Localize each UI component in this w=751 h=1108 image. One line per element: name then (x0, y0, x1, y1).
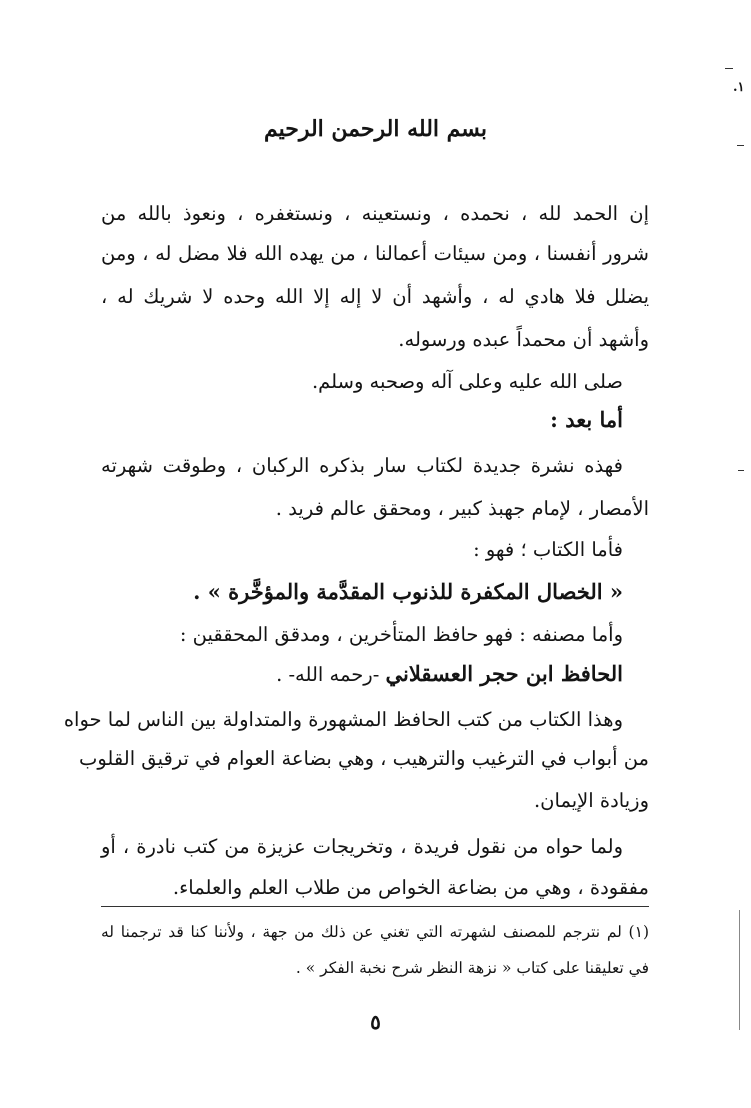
edge-line (739, 910, 740, 1030)
book-title-line: « الخصال المكفرة للذنوب المقدَّمة والمؤخَّرة » . (193, 579, 623, 604)
body-line-1: إن الحمد لله ، نحمده ، ونستعينه ، ونستغفره ، ونعوذ بالله من (101, 202, 649, 225)
amma-baad-heading: أما بعد : (550, 407, 623, 432)
body-line-4: وأشهد أن محمداً عبده ورسوله. (398, 328, 649, 351)
author-name: الحافظ ابن حجر العسقلاني (385, 661, 623, 686)
edge-tick (737, 145, 744, 146)
body-line-8: الأمصار ، لإمام جهبذ كبير ، ومحقق عالم فريد . (275, 497, 649, 520)
body-line-9: فأما الكتاب ؛ فهو : (473, 538, 623, 561)
author-name-line (101, 658, 623, 691)
page-number: ٥ (370, 1010, 381, 1034)
body-line-11: وأما مصنفه : فهو حافظ المتأخرين ، ومدقق المحققين : (179, 623, 623, 646)
footnote-divider (101, 906, 649, 907)
footnote-line-2: في تعليقنا على كتاب « نزهة النظر شرح نخبة الفكر » . (295, 959, 649, 977)
edge-tick (738, 470, 744, 471)
body-line-14: من أبواب في الترغيب والترهيب ، وهي بضاعة العوام في ترقيق القلوب (79, 747, 649, 770)
body-line-13: وهذا الكتاب من كتب الحافظ المشهورة والمتداولة بين الناس لما حواه (63, 708, 623, 731)
author-prayer: -رحمه الله- . (276, 663, 380, 686)
footnote-line-1: (١) لم نترجم للمصنف لشهرته التي تغني عن ذلك من جهة ، ولأننا كنا قد ترجمنا له (101, 923, 649, 941)
body-line-16: ولما حواه من نقول فريدة ، وتخريجات عزيزة من كتب نادرة ، أو (101, 835, 623, 858)
margin-mark: ١. (733, 80, 745, 95)
body-line-7: فهذه نشرة جديدة لكتاب سار بذكره الركبان ، وطوقت شهرته (101, 454, 623, 477)
body-line-17: مفقودة ، وهي من بضاعة الخواص من طلاب العلم والعلماء. (172, 876, 649, 899)
basmala-heading: بسم الله الرحمن الرحيم (263, 116, 488, 142)
body-line-3: يضلل فلا هادي له ، وأشهد أن لا إله إلا الله وحده لا شريك له ، (101, 285, 649, 308)
body-line-15: وزيادة الإيمان. (533, 789, 649, 812)
salutation-line: صلى الله عليه وعلى آله وصحبه وسلم. (311, 370, 623, 393)
body-line-2: شرور أنفسنا ، ومن سيئات أعمالنا ، من يهده الله فلا مضل له ، ومن (101, 242, 649, 265)
edge-tick (725, 68, 733, 69)
